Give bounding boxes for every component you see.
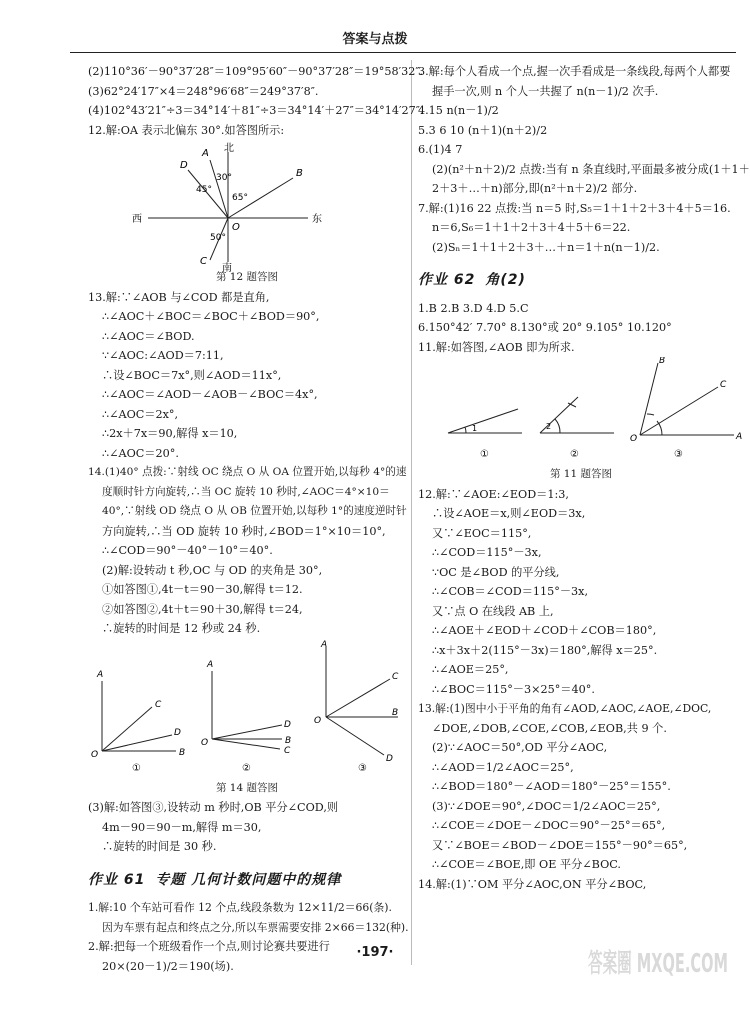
text-line: 40°,∵射线 OD 绕点 O 从 OB 位置开始,以每秒 1°的速度逆时针 [102, 505, 407, 517]
text-line: ∴∠AOD＝1/2∠AOC＝25°, [432, 760, 574, 774]
text-line: 2.解:把每一个班级看作一个点,则讨论赛共要进行 [88, 940, 330, 953]
figure-11-caption: 第 11 题答图 [549, 468, 613, 480]
fig2-point-a: A [207, 659, 214, 670]
point-c: C [200, 256, 207, 267]
fig1-angle-number: 1 [472, 424, 478, 433]
left-column [88, 62, 424, 976]
fig1-caption: ① [480, 449, 489, 460]
fig2-caption: ② [242, 762, 251, 774]
section-62-name: 角(2) [485, 272, 526, 288]
text-line: ∴∠COE＝∠BOE,即 OE 平分∠BOC. [432, 858, 621, 871]
text-line: 12.解:OA 表示北偏东 30°.如答图所示: [88, 123, 285, 137]
point-d: D [180, 160, 188, 171]
text-line: (3)解:如答图③,设转动 m 秒时,OB 平分∠COD,则 [88, 801, 339, 814]
figure-12-caption: 第 12 题答图 [215, 271, 279, 283]
text-line: 2＋3＋…＋n)部分,即(n²＋n＋2)/2 部分. [432, 182, 638, 195]
text-line: ∴∠AOE＋∠EOD＋∠COD＋∠COB＝180°, [432, 624, 657, 637]
fig3-point-o: O [630, 434, 638, 444]
text-line: 14.解:(1)∵OM 平分∠AOC,ON 平分∠BOC, [418, 877, 647, 891]
right-column [418, 62, 750, 894]
fig1-point-a: A [97, 669, 104, 680]
text-line: ∴∠AOC＝20°. [102, 446, 179, 460]
figure-11 [418, 357, 744, 465]
east-label: 东 [312, 214, 322, 225]
fig1-ray-oc [102, 707, 152, 751]
figure-14 [88, 639, 406, 779]
text-line: 方向旋转,∴当 OD 旋转 10 秒时,∠BOD＝1°×10＝10°, [102, 524, 386, 538]
column-divider [411, 60, 412, 965]
fig3-point-b: B [659, 357, 666, 366]
fig3-ray-ob [640, 363, 658, 435]
text-line: ∵∠AOC:∠AOD＝7:11, [102, 349, 224, 362]
text-line: 又∵∠EOC＝115°, [432, 526, 532, 540]
text-line: 因为车票有起点和终点之分,所以车票需要安排 2×66＝132(种). [102, 920, 409, 934]
text-line: ∵OC 是∠BOD 的平分线, [432, 565, 560, 579]
angle-construction-diagrams [418, 357, 744, 465]
text-line: ∴x＋3x＋2(115°－3x)＝180°,解得 x＝25°. [432, 643, 658, 657]
rotation-diagrams [88, 639, 406, 779]
fig3-ray-oc [326, 679, 390, 717]
text-line: ①如答图①,4t－t＝90－30,解得 t＝12. [102, 583, 303, 596]
text-line: 7.解:(1)16 22 点拨:当 n＝5 时,S₅＝1＋1＋2＋3＋4＋5＝16. [418, 201, 731, 215]
text-line: ∴旋转的时间是 12 秒或 24 秒. [102, 622, 261, 635]
text-line: (2)Sₙ＝1＋1＋2＋3＋…＋n＝1＋n(n－1)/2. [432, 240, 660, 254]
angle-45-label: 45° [196, 185, 212, 195]
angle-65-label: 65° [232, 193, 248, 203]
text-line: ∴2x＋7x＝90,解得 x＝10, [102, 427, 238, 440]
text-line: 20×(20－1)/2＝190(场). [102, 959, 234, 973]
text-line: ∴∠COE＝∠DOE－∠DOC＝90°－25°＝65°, [432, 819, 666, 832]
fig1-ray-od [102, 735, 172, 751]
fig3-arc-2 [647, 414, 654, 415]
text-line: ∴∠AOC＋∠BOC＝∠BOC＋∠BOD＝90°, [102, 310, 320, 323]
text-line: 12.解:∵∠AOE:∠EOD＝1:3, [418, 487, 569, 501]
point-b: B [296, 168, 303, 179]
figure-12 [88, 140, 406, 272]
fig1-point-b: B [179, 747, 186, 758]
fig1-angle-ray [448, 409, 518, 433]
text-line: 又∵∠BOE＝∠BOD－∠DOE＝155°－90°＝65°, [432, 838, 688, 852]
page-number: ·197· [356, 945, 394, 960]
text-line: 6.150°42′ 7.70° 8.130°或 20° 9.105° 10.120° [418, 321, 672, 334]
figure-14-caption: 第 14 题答图 [215, 781, 279, 794]
compass-diagram [88, 140, 406, 272]
section-62-number: 作业 62 [418, 272, 476, 288]
watermark-text: 答案圈 MXQE.COM [588, 949, 728, 979]
text-line: ∴∠COD＝115°－3x, [432, 546, 542, 559]
fig2-ray-od [212, 725, 282, 739]
fig2-point-c: C [284, 745, 291, 756]
text-line: (3)62°24′17″×4＝248°96′68″＝249°37′8″. [88, 84, 319, 98]
text-line: ∴∠COD＝90°－40°－10°＝40°. [102, 544, 273, 557]
fig1-caption: ① [132, 762, 141, 774]
section-61-title [88, 871, 406, 891]
fig3-ray-od [326, 717, 384, 755]
text-line: 度顺时针方向旋转,∴当 OC 旋转 10 秒时,∠AOC＝4°×10＝ [102, 485, 390, 498]
text-line: (2)(n²＋n＋2)/2 点拨:当有 n 条直线时,平面最多被分成(1＋1＋ [432, 162, 750, 176]
text-line: 6.(1)4 7 [418, 143, 463, 156]
fig3-point-b: B [392, 707, 399, 718]
point-a: A [202, 148, 209, 159]
text-line: ∴∠BOC＝115°－3×25°＝40°. [432, 682, 595, 696]
text-line: 握手一次,则 n 个人一共握了 n(n－1)/2 次手. [432, 84, 659, 98]
fig2-angle-arc [555, 419, 560, 433]
fig2-ray-oc [212, 739, 280, 749]
text-line: ∴设∠AOE＝x,则∠EOD＝3x, [432, 507, 586, 520]
watermark-logo [582, 942, 732, 1004]
text-line: 又∵点 O 在线段 AB 上, [432, 604, 554, 618]
text-line: ∴∠AOE＝25°, [432, 663, 509, 676]
text-line: ∴∠BOD＝180°－∠AOD＝180°－25°＝155°. [432, 780, 671, 793]
text-line: (3)∵∠DOE＝90°,∠DOC＝1/2∠AOC＝25°, [432, 799, 661, 813]
fig3-point-a: A [736, 432, 743, 442]
text-line: 1.解:10 个车站可看作 12 个点,线段条数为 12×11/2＝66(条). [88, 901, 392, 914]
text-line: ∴∠AOC＝∠AOD－∠AOB－∠BOC＝4x°, [102, 388, 318, 401]
fig3-caption: ③ [674, 449, 683, 460]
fig3-point-d: D [386, 753, 393, 764]
text-line: 1.B 2.B 3.D 4.D 5.C [418, 301, 529, 315]
north-label: 北 [224, 143, 234, 154]
angle-30-label: 30° [216, 173, 232, 183]
west-label: 西 [132, 214, 142, 225]
text-line: ∴∠COB＝∠COD＝115°－3x, [432, 585, 589, 598]
text-line: 13.解:∵∠AOB 与∠COD 都是直角, [88, 290, 270, 304]
section-62-title [418, 271, 744, 291]
fig2-point-b: B [285, 735, 292, 746]
page-header: 答案与点拨 [342, 32, 408, 47]
point-o: O [232, 222, 240, 233]
fig2-point-d: D [284, 719, 291, 730]
text-line: ∴∠AOC＝2x°, [102, 407, 179, 421]
text-line: (4)102°43′21″÷3＝34°14′＋81″÷3＝34°14′＋27″＝34°14′27″. [88, 104, 424, 117]
text-line: ∴旋转的时间是 30 秒. [102, 840, 217, 853]
fig1-point-d: D [174, 727, 181, 738]
fig2-caption: ② [570, 449, 579, 460]
text-line: (2)110°36′－90°37′28″＝109°95′60″－90°37′28″＝19°58′32″. [88, 65, 424, 78]
text-line: 4.15 n(n－1)/2 [418, 104, 499, 117]
text-line: 4m－90＝90－m,解得 m＝30, [102, 820, 262, 834]
text-line: 3.解:每个人看成一个点,握一次手看成是一条线段,每两个人都要 [418, 65, 731, 78]
text-line: ∴∠AOC＝∠BOD. [102, 329, 195, 343]
text-line: ∠DOE,∠DOB,∠COE,∠COB,∠EOB,共 9 个. [432, 721, 667, 735]
fig1-angle-arc [465, 427, 466, 433]
fig1-point-c: C [155, 699, 162, 710]
south-label: 南 [222, 263, 232, 272]
text-line: 14.(1)40° 点拨:∵射线 OC 绕点 O 从 OA 位置开始,以每秒 4°的速 [88, 466, 407, 478]
fig3-point-c: C [392, 671, 399, 682]
fig1-point-o: O [91, 749, 99, 760]
text-line: 11.解:如答图,∠AOB 即为所求. [418, 340, 575, 354]
fig3-ray-oc [640, 387, 718, 435]
section-61-name: 专题 几何计数问题中的规律 [155, 871, 342, 888]
fig2-point-o: O [201, 737, 209, 748]
text-line: n＝6,S₆＝1＋1＋2＋3＋4＋5＋6＝22. [432, 221, 631, 234]
text-line: ∴设∠BOC＝7x°,则∠AOD＝11x°, [102, 368, 282, 382]
fig3-caption: ③ [358, 762, 367, 774]
text-line: (2)∵∠AOC＝50°,OD 平分∠AOC, [432, 741, 608, 754]
text-line: (2)解:设转动 t 秒,OC 与 OD 的夹角是 30°, [102, 563, 323, 577]
text-line: ②如答图②,4t＋t＝90＋30,解得 t＝24, [102, 602, 303, 616]
angle-50-label: 50° [210, 233, 226, 243]
text-line: 13.解:(1)图中小于平角的角有∠AOD,∠AOC,∠AOE,∠DOC, [418, 702, 712, 715]
fig2-angle-number: 2 [546, 422, 552, 431]
fig3-point-a: A [321, 639, 328, 650]
fig3-point-c: C [720, 380, 727, 390]
ray-oa [210, 160, 228, 218]
header-rule [70, 52, 736, 53]
text-line: 5.3 6 10 (n＋1)(n＋2)/2 [418, 123, 548, 137]
section-61-number: 作业 61 [88, 871, 146, 888]
fig3-point-o: O [314, 715, 322, 726]
